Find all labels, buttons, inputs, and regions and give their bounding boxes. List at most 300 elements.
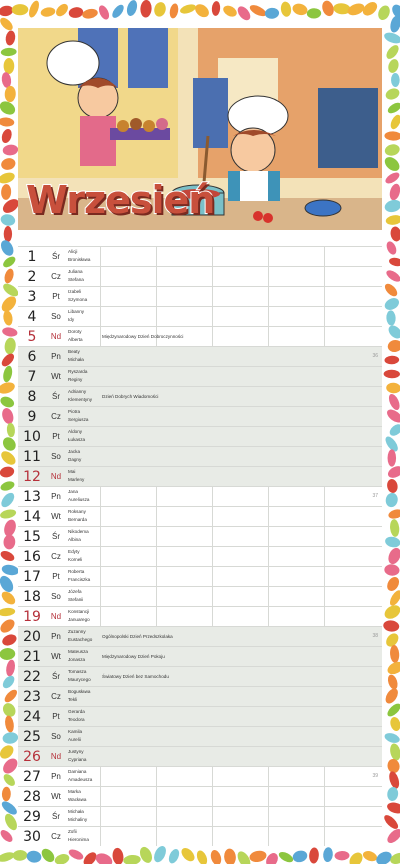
day-row[interactable] [18, 726, 382, 746]
name-day: Michała [68, 357, 84, 362]
day-row[interactable] [18, 666, 382, 686]
name-day: Tekli [68, 697, 78, 702]
confetti-leaf [386, 673, 399, 690]
holiday-label: Międzynarodowy Dzień Dobroczynności [102, 334, 184, 339]
confetti-leaf [307, 8, 322, 19]
confetti-leaf [1, 255, 17, 270]
name-day: Tomasza [68, 669, 87, 674]
name-day: Alberta [68, 337, 83, 342]
name-day: Marleny [68, 477, 85, 482]
day-number: 4 [27, 309, 37, 325]
weekday-abbr: Nd [50, 612, 62, 621]
weekday-abbr: Cz [51, 692, 61, 701]
confetti-leaf [167, 847, 181, 864]
name-day: Dagny [68, 457, 82, 462]
confetti-leaf [5, 30, 17, 46]
confetti-leaf [68, 6, 84, 19]
confetti-leaf [0, 549, 16, 563]
confetti-leaf [0, 574, 16, 595]
confetti-leaf [4, 58, 15, 74]
confetti-leaf [384, 564, 400, 577]
name-day: Adrianny [68, 389, 87, 394]
confetti-leaf [4, 337, 17, 355]
day-number: 5 [27, 329, 37, 345]
day-row[interactable] [18, 386, 382, 406]
weekday-abbr: Śr [52, 672, 60, 681]
confetti-leaf [388, 588, 400, 607]
confetti-leaf [388, 449, 397, 466]
confetti-leaf [0, 128, 13, 145]
confetti-leaf [383, 31, 400, 46]
name-day: Maurycego [68, 677, 91, 682]
confetti-leaf [383, 731, 400, 745]
name-days [68, 348, 100, 364]
name-day: Albina [68, 537, 81, 542]
day-number: 11 [23, 449, 41, 465]
confetti-leaf [323, 847, 334, 863]
holiday-label: Dzień Dobrych Wiadomości [102, 394, 159, 399]
weekday-abbr: Śr [52, 252, 60, 261]
confetti-leaf [0, 465, 15, 478]
confetti-leaf [0, 647, 16, 660]
day-number: 17 [23, 569, 41, 585]
confetti-leaf [388, 422, 400, 438]
confetti-leaf [179, 3, 197, 16]
name-day: Juliana [68, 269, 83, 274]
confetti-leaf [1, 47, 17, 56]
confetti-leaf [0, 449, 18, 468]
day-row[interactable] [18, 806, 382, 826]
day-row[interactable] [18, 526, 382, 546]
confetti-leaf [125, 0, 139, 17]
name-day: Marka [68, 789, 81, 794]
confetti-leaf [169, 3, 180, 19]
day-number: 28 [23, 789, 41, 805]
day-row[interactable] [18, 326, 382, 346]
confetti-leaf [4, 226, 12, 242]
confetti-leaf [0, 632, 18, 647]
day-number: 7 [27, 369, 37, 385]
name-days [68, 688, 100, 704]
name-day: Justyny [68, 749, 84, 754]
name-day: Jacka [68, 449, 81, 454]
holiday-label: Ogólnopolski Dzień Przedszkolaka [102, 634, 173, 639]
confetti-leaf [387, 58, 400, 74]
confetti-leaf [0, 617, 17, 635]
day-number: 2 [27, 269, 37, 285]
confetti-leaf [2, 812, 19, 832]
day-row[interactable] [18, 686, 382, 706]
confetti-leaf [53, 852, 70, 864]
name-day: Sergiusza [68, 417, 89, 422]
day-number: 27 [23, 769, 41, 785]
day-row[interactable] [18, 506, 382, 526]
day-row[interactable] [18, 626, 382, 646]
weekday-abbr: Nd [50, 752, 62, 761]
confetti-leaf [0, 15, 15, 32]
name-day: Bronisława [68, 257, 91, 262]
confetti-leaf [384, 355, 399, 364]
day-row[interactable] [18, 286, 382, 306]
name-day: Roksany [68, 509, 86, 514]
confetti-leaf [81, 8, 98, 20]
name-day: Jana [68, 489, 78, 494]
confetti-leaf [2, 310, 14, 327]
name-day: Gerarda [68, 709, 85, 714]
weekday-abbr: Wt [51, 512, 61, 521]
name-days [68, 608, 100, 624]
confetti-leaf [387, 770, 400, 790]
confetti-leaf [2, 772, 18, 788]
confetti-leaf [54, 2, 71, 19]
name-day: Michała [68, 809, 84, 814]
confetti-leaf [0, 828, 15, 844]
name-day: Alicji [68, 249, 78, 254]
day-row[interactable] [18, 646, 382, 666]
name-day: Stefanii [68, 597, 84, 602]
confetti-leaf [309, 847, 320, 864]
day-number: 12 [23, 469, 41, 485]
confetti-leaf [2, 365, 14, 383]
confetti-leaf [385, 701, 400, 718]
confetti-leaf [2, 731, 19, 744]
day-number: 23 [23, 689, 41, 705]
confetti-leaf [384, 86, 400, 101]
confetti-leaf [249, 849, 268, 863]
confetti-leaf [389, 14, 400, 33]
confetti-leaf [39, 846, 57, 864]
confetti-leaf [97, 4, 111, 21]
day-row[interactable] [18, 406, 382, 426]
confetti-leaf [386, 546, 400, 566]
name-day: Bogusława [68, 689, 91, 694]
weekday-abbr: Pt [52, 432, 60, 441]
name-day: Reginy [68, 377, 83, 382]
name-days [68, 288, 100, 304]
day-number: 14 [23, 509, 41, 525]
name-day: Cypriana [68, 757, 87, 762]
confetti-leaf [384, 535, 400, 548]
name-days [68, 308, 100, 324]
confetti-leaf [383, 620, 400, 633]
confetti-leaf [179, 846, 197, 864]
name-day: Beaty [68, 349, 80, 354]
confetti-leaf [291, 2, 309, 17]
day-row[interactable] [18, 746, 382, 766]
day-row[interactable] [18, 266, 382, 286]
day-row[interactable] [18, 446, 382, 466]
confetti-leaf [383, 282, 400, 299]
confetti-leaf [153, 1, 168, 18]
confetti-leaf [389, 113, 400, 130]
day-row[interactable] [18, 466, 382, 486]
confetti-leaf [384, 43, 400, 61]
name-day: Piotra [68, 409, 81, 414]
name-days [68, 548, 100, 564]
confetti-leaf [389, 645, 399, 664]
day-row[interactable] [18, 546, 382, 566]
confetti-leaf [384, 631, 400, 649]
confetti-leaf [123, 854, 141, 864]
confetti-leaf [387, 392, 400, 411]
day-number: 18 [23, 589, 41, 605]
confetti-leaf [0, 171, 16, 186]
confetti-leaf [138, 845, 155, 864]
day-row[interactable] [18, 706, 382, 726]
confetti-leaf [385, 659, 400, 676]
confetti-leaf [5, 659, 16, 677]
confetti-leaf [0, 380, 16, 395]
confetti-leaf [12, 850, 27, 861]
confetti-leaf [389, 226, 400, 243]
day-row[interactable] [18, 306, 382, 326]
weekday-abbr: Nd [50, 472, 62, 481]
confetti-leaf [385, 240, 399, 256]
day-number: 10 [23, 429, 41, 445]
confetti-leaf [386, 801, 400, 816]
confetti-leaf [384, 170, 400, 185]
confetti-leaf [362, 849, 379, 863]
confetti-leaf [0, 213, 16, 227]
name-day: Klementyny [68, 397, 93, 402]
name-day: Zuzanny [68, 629, 86, 634]
name-days [68, 808, 100, 824]
day-row[interactable] [18, 486, 382, 506]
confetti-leaf [277, 850, 295, 864]
weekday-abbr: Pn [51, 632, 61, 641]
confetti-leaf [383, 198, 400, 214]
name-day: Januarego [68, 617, 90, 622]
name-days [68, 628, 100, 644]
confetti-leaf [387, 508, 400, 520]
confetti-leaf [193, 2, 212, 20]
confetti-leaf [386, 310, 396, 326]
day-row[interactable] [18, 346, 382, 366]
day-row[interactable] [18, 586, 382, 606]
name-days [68, 828, 100, 844]
confetti-leaf [0, 607, 16, 617]
confetti-leaf [0, 743, 16, 762]
confetti-leaf [195, 849, 209, 864]
name-day: Józefa [68, 589, 82, 594]
day-number: 25 [23, 729, 41, 745]
confetti-leaf [264, 7, 279, 19]
confetti-leaf [1, 563, 20, 576]
confetti-leaf [391, 73, 400, 87]
day-row[interactable] [18, 786, 382, 806]
confetti-leaf [384, 492, 399, 508]
day-number: 1 [27, 249, 37, 265]
confetti-leaf [388, 257, 400, 268]
name-day: Libanny [68, 309, 85, 314]
name-days [68, 528, 100, 544]
name-day: Łukasza [68, 437, 86, 442]
day-number: 20 [23, 629, 41, 645]
weekday-abbr: So [51, 592, 61, 601]
confetti-leaf [2, 688, 19, 705]
confetti-leaf [0, 294, 19, 315]
name-days [68, 748, 100, 764]
confetti-leaf [2, 787, 11, 802]
name-days [68, 448, 100, 464]
day-number: 15 [23, 529, 41, 545]
weekday-abbr: Cz [51, 272, 61, 281]
name-day: Michaliny [68, 817, 88, 822]
day-number: 19 [23, 609, 41, 625]
day-number: 3 [27, 289, 37, 305]
weekday-abbr: So [51, 452, 61, 461]
confetti-leaf [385, 214, 400, 226]
week-number: 38 [372, 633, 378, 639]
confetti-leaf [0, 157, 17, 172]
name-day: Mateusza [68, 649, 88, 654]
name-day: Franciszka [68, 577, 91, 582]
day-number: 21 [23, 649, 41, 665]
confetti-leaf [386, 101, 400, 116]
confetti-leaf [383, 686, 400, 705]
name-day: Jonasza [68, 657, 86, 662]
weekday-abbr: Cz [51, 832, 61, 841]
day-row[interactable] [18, 366, 382, 386]
name-day: Ryszarda [68, 369, 88, 374]
confetti-leaf [3, 268, 15, 285]
confetti-leaf [209, 849, 223, 864]
day-number: 26 [23, 749, 41, 765]
day-row[interactable] [18, 246, 382, 266]
day-number: 30 [23, 829, 41, 845]
name-day: Eustachego [68, 637, 93, 642]
name-days [68, 788, 100, 804]
name-day: Amadeusza [68, 777, 93, 782]
weekday-abbr: Pt [52, 292, 60, 301]
name-days [68, 248, 100, 264]
name-day: Szymona [68, 297, 88, 302]
name-day: Korneli [68, 557, 83, 562]
day-number: 8 [27, 389, 37, 405]
confetti-leaf [280, 1, 292, 18]
confetti-leaf [334, 851, 349, 861]
name-day: Idy [68, 317, 75, 322]
confetti-leaf [0, 435, 18, 454]
day-row[interactable] [18, 566, 382, 586]
name-days [68, 668, 100, 684]
confetti-leaf [386, 323, 400, 341]
day-number: 22 [23, 669, 41, 685]
confetti-leaf [387, 339, 400, 354]
confetti-leaf [388, 183, 400, 202]
weekday-abbr: Wt [51, 652, 61, 661]
name-day: Bernarda [68, 517, 87, 522]
weekday-abbr: Wt [51, 792, 61, 801]
confetti-leaf [384, 131, 400, 141]
confetti-leaf [110, 3, 126, 20]
confetti-leaf [40, 6, 56, 18]
weekday-abbr: Wt [51, 372, 61, 381]
confetti-leaf [3, 534, 16, 550]
confetti-leaf [389, 716, 400, 732]
day-number: 13 [23, 489, 41, 505]
weekday-abbr: Pn [51, 492, 61, 501]
day-row[interactable] [18, 826, 382, 846]
holiday-label: Międzynarodowy Dzień Pokoju [102, 654, 165, 659]
weekday-abbr: Nd [50, 332, 62, 341]
week-number: 37 [372, 493, 378, 499]
weekday-abbr: Cz [51, 552, 61, 561]
confetti-leaf [67, 847, 85, 861]
month-title: Wrzesień [26, 178, 215, 222]
weekday-abbr: Śr [52, 392, 60, 401]
day-row[interactable] [18, 426, 382, 446]
confetti-leaf [0, 117, 15, 127]
name-days [68, 708, 100, 724]
weekday-abbr: Pn [51, 352, 61, 361]
name-day: Nikodema [68, 529, 89, 534]
confetti-leaf [248, 3, 268, 19]
name-days [68, 568, 100, 584]
confetti-leaf [385, 575, 400, 593]
name-day: Edyty [68, 549, 80, 554]
name-days [68, 768, 100, 784]
confetti-leaf [6, 422, 15, 437]
confetti-leaf [1, 674, 17, 691]
confetti-leaf [386, 382, 400, 394]
confetti-leaf [0, 508, 17, 520]
name-day: Damiana [68, 769, 87, 774]
name-days [68, 268, 100, 284]
confetti-leaf [384, 370, 400, 379]
name-days [68, 428, 100, 444]
day-row[interactable] [18, 606, 382, 626]
name-day: Stefana [68, 277, 84, 282]
confetti-leaf [0, 480, 16, 493]
holiday-label: Światowy Dzień bez Samochodu [102, 674, 169, 679]
week-number: 36 [372, 353, 378, 359]
name-days [68, 488, 100, 504]
week-number: 39 [372, 773, 378, 779]
confetti-leaf [382, 813, 400, 831]
weekday-abbr: Śr [52, 812, 60, 821]
name-day: Izabeli [68, 289, 82, 294]
confetti-leaf [211, 1, 221, 16]
name-days [68, 408, 100, 424]
name-day: Mai [68, 469, 76, 474]
weekday-abbr: So [51, 732, 61, 741]
confetti-leaf [386, 478, 399, 494]
weekday-abbr: Pt [52, 712, 60, 721]
confetti-leaf [384, 143, 400, 157]
confetti-leaf [383, 296, 400, 313]
confetti-leaf [389, 743, 400, 762]
confetti-leaf [2, 144, 19, 156]
confetti-leaf [12, 4, 29, 15]
confetti-leaf [4, 86, 16, 103]
name-day: Wacława [68, 797, 87, 802]
confetti-leaf [26, 850, 42, 864]
confetti-leaf [384, 268, 400, 284]
confetti-leaf [320, 0, 335, 18]
name-day: Zofii [68, 829, 77, 834]
confetti-leaf [27, 0, 41, 19]
confetti-leaf [152, 844, 169, 864]
day-row[interactable] [18, 766, 382, 786]
name-day: Aldony [68, 429, 83, 434]
calendar-grid [18, 246, 382, 846]
name-day: Kamila [68, 729, 83, 734]
weekday-abbr: Cz [51, 412, 61, 421]
confetti-leaf [382, 154, 400, 173]
day-number: 9 [27, 409, 37, 425]
confetti-leaf [385, 827, 400, 846]
